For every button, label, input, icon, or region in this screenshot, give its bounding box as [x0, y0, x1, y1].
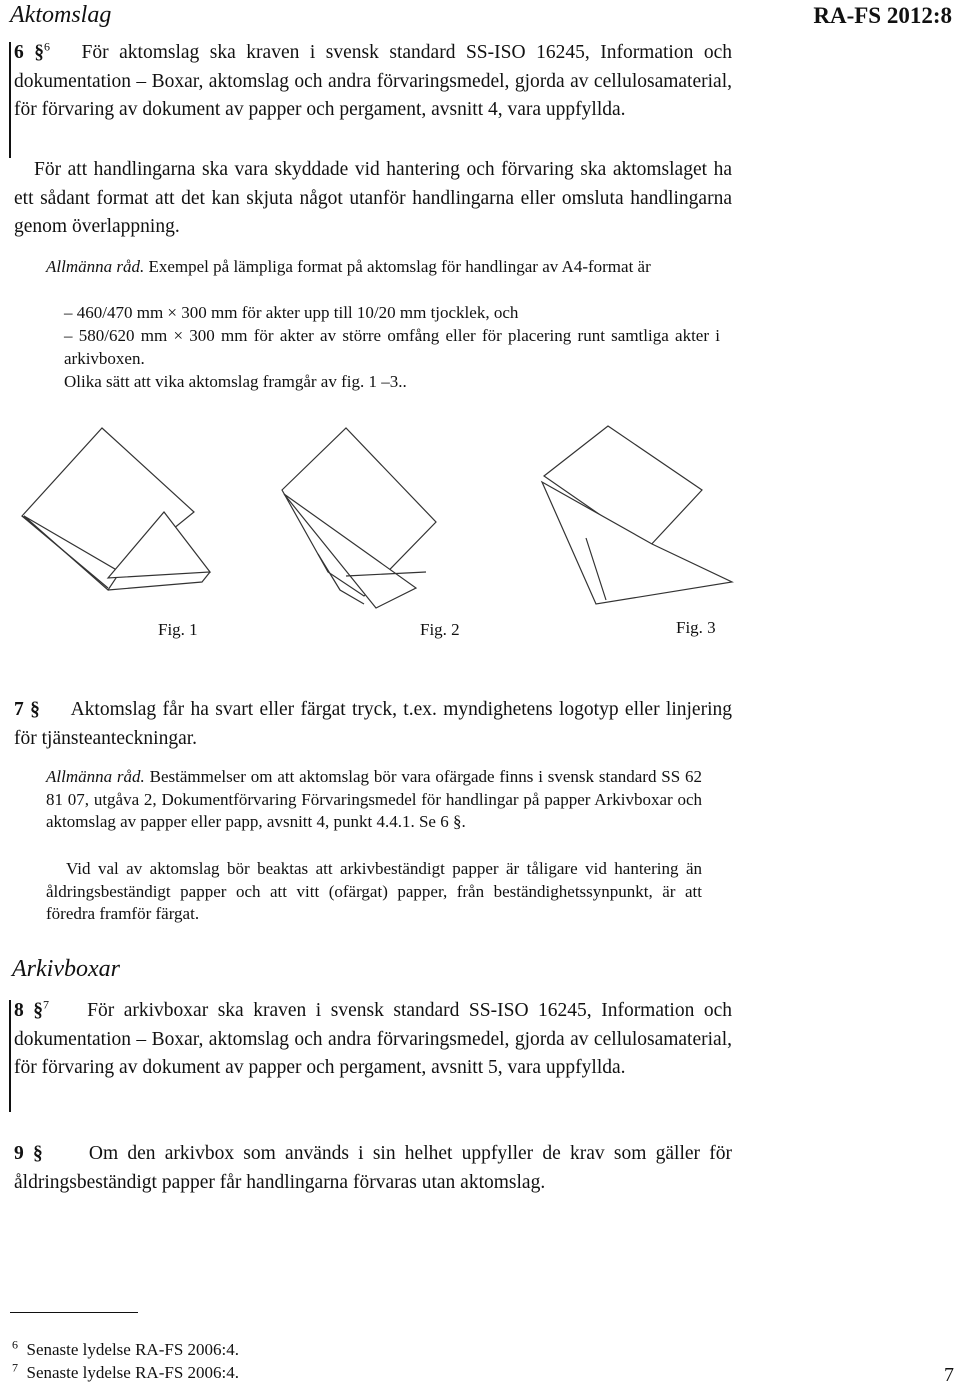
section-symbol: § [30, 699, 40, 720]
advice-list-item-1: – 460/470 mm × 300 mm för akter upp till 10/20 mm tjocklek, och [64, 303, 519, 322]
footnote [12, 1338, 239, 1361]
footnote-ref: 6 [44, 39, 51, 54]
section-title-aktomslag: Aktomslag [10, 2, 112, 28]
paragraph-number: 8 [14, 1000, 24, 1021]
advice-label: Allmänna råd. [46, 257, 145, 276]
page-number: 7 [944, 1364, 954, 1386]
document-id: RA-FS 2012:8 [813, 3, 952, 28]
folding-figures [16, 420, 736, 620]
footnote-number: 7 [12, 1360, 18, 1375]
change-bar [9, 42, 11, 158]
section-symbol: § [32, 1143, 43, 1164]
change-bar [9, 1000, 11, 1112]
figure-2-caption: Fig. 2 [420, 620, 460, 639]
paragraph-text: För aktomslag ska kraven i svensk standard SS-ISO 16245, Information och dokumentation – Boxar, aktomslag och andra förvaringsmedel, gjorda av cellulosamaterial, för förvaring av dokument av papper och pergament, avsnitt 4, vara uppfyllda. [14, 42, 733, 120]
footnote-separator [10, 1312, 138, 1313]
footnote [12, 1361, 239, 1384]
paragraph-9 [14, 1140, 732, 1197]
footnote-text: Senaste lydelse RA-FS 2006:4. [26, 1363, 239, 1382]
footnote-ref: 7 [43, 997, 50, 1012]
figure-3-caption: Fig. 3 [676, 618, 716, 637]
footnote-number: 6 [12, 1337, 18, 1352]
advice-list-item-2 [46, 325, 720, 370]
footnote-text: Senaste lydelse RA-FS 2006:4. [26, 1340, 239, 1359]
advice-closing: Olika sätt att vika aktomslag framgår av fig. 1 –3.. [64, 372, 407, 391]
paragraph-8 [14, 997, 732, 1083]
figure-2-drawing [282, 428, 436, 608]
general-advice-1 [46, 256, 702, 279]
paragraph-text: Om den arkivbox som används i sin helhet uppfyller de krav som gäller för åldringsbeständigt papper får handlingarna förvaras utan aktomslag. [14, 1143, 732, 1193]
advice-text: Exempel på lämpliga format på aktomslag för handlingar av A4-format är [148, 257, 651, 276]
section-symbol: § [33, 1000, 44, 1021]
figure-1-caption: Fig. 1 [158, 620, 198, 639]
paragraph-7 [14, 696, 732, 753]
paragraph-number: 9 [14, 1143, 24, 1164]
section-symbol: § [34, 42, 45, 63]
paragraph-6 [14, 39, 732, 125]
section-title-arkivboxar: Arkivboxar [12, 956, 120, 982]
figure-3-drawing [542, 426, 732, 604]
paragraph-number: 6 [14, 42, 24, 63]
advice-list-item-2-text: – 580/620 mm × 300 mm för akter av större omfång eller för placering runt samtliga akter i arkivboxen. [64, 326, 720, 368]
advice-text: Bestämmelser om att aktomslag bör vara ofärgade finns i svensk standard SS 62 81 07, utgåva 2, Dokumentförvaring Förvaringsmedel för handlingar på papper Arkivboxar och aktomslag av papper eller papp, avsnitt 4, punkt 4.4.1. Se 6 §. [46, 767, 702, 831]
advice-text-2: Vid val av aktomslag bör beaktas att arkivbeständigt papper är tåligare vid hantering än åldringsbeständigt papper och att vitt (ofärgat) papper, från beständighetssynpunkt, är att föredra framför färgat. [46, 859, 702, 923]
general-advice-2 [46, 766, 702, 834]
paragraph-6-text2: För att handlingarna ska vara skyddade vid hantering och förvaring ska aktomslaget ha ett sådant format att det kan skjuta något utanför handlingarna eller omsluta handlingarna genom överlappning. [14, 159, 732, 237]
figure-1-drawing [22, 428, 210, 590]
paragraph-text: För arkivboxar ska kraven i svensk standard SS-ISO 16245, Information och dokumentation – Boxar, aktomslag och andra förvaringsmedel, gjorda av cellulosamaterial, för förvaring av dokument av papper och pergament, avsnitt 5, vara uppfyllda. [14, 1000, 733, 1078]
advice-label: Allmänna råd. [46, 767, 145, 786]
paragraph-number: 7 [14, 699, 24, 720]
paragraph-text: Aktomslag får ha svart eller färgat tryck, t.ex. myndighetens logotyp eller linjering för tjänsteanteckningar. [14, 699, 732, 749]
